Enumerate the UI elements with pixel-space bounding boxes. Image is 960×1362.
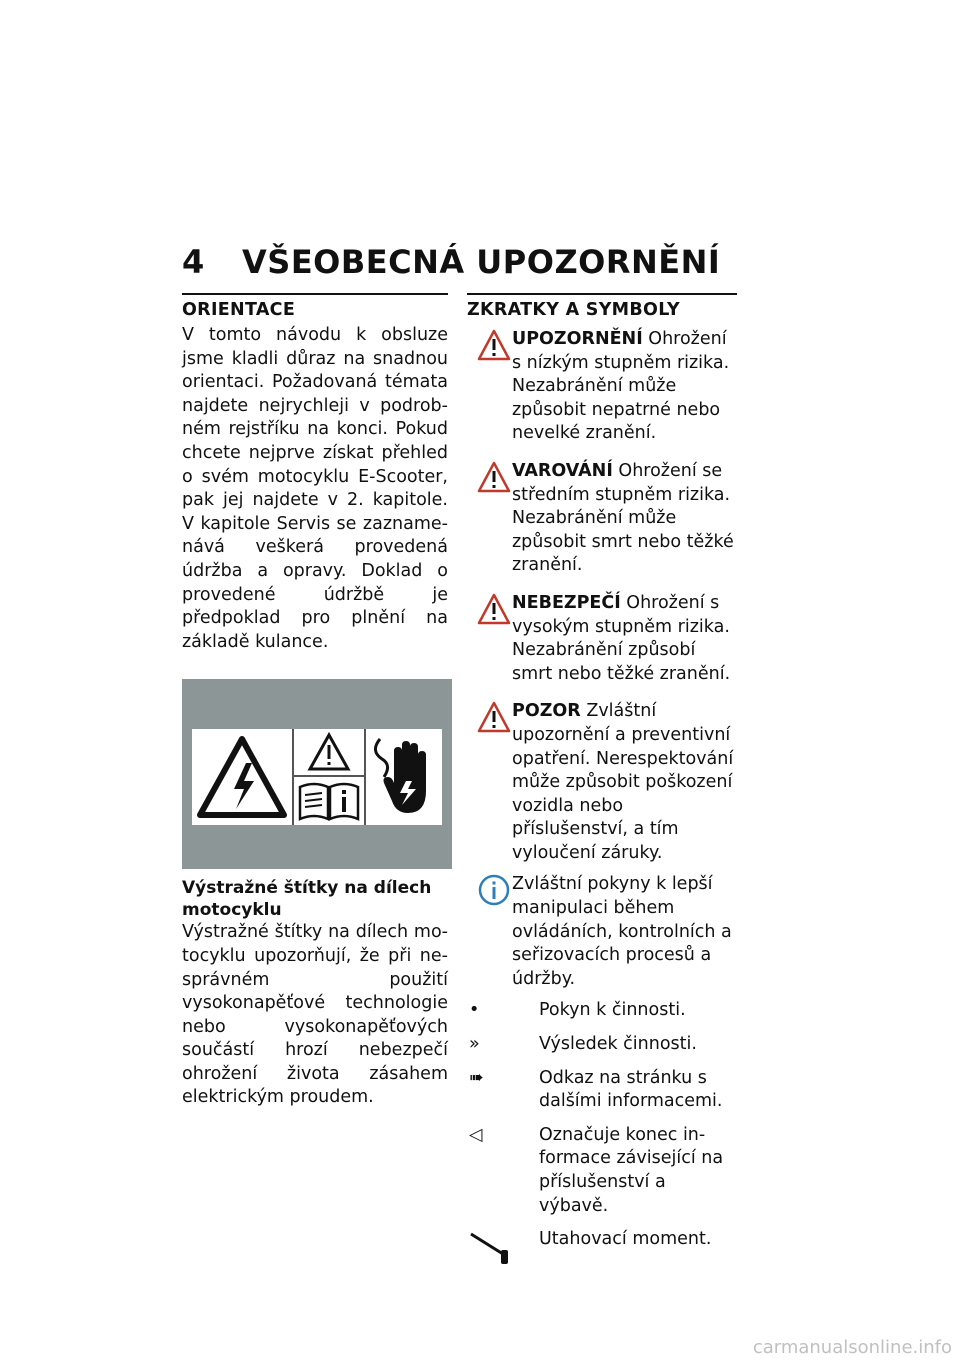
section-heading-orientace: ORIENTACE bbox=[182, 300, 296, 320]
caption-paragraph: Výstražné štítky na dílech motocyklu upozorňují, že při nesprávném použití vysokonapěťové technologie nebo vysokonapěťových součástí hrozí nebezpečí ohrožení života zásahem elektrickým proudem. bbox=[182, 922, 448, 1108]
orientace-paragraph: V tomto návodu k obsluze jsme kladli důraz na snadnou orientaci. Požadovaná témata najdete nejrychleji v podrobném rejstříku na konci. Pokud chcete nejprve získat přehled o svém motocyklu E-Scooter, pak jej najdete v 2. kapitole. V kapitole Servis se zaznamenává veškerá provedená údržba a opravy. Doklad o provedené údržbě je předpoklad pro plnění na základě kulance. bbox=[182, 325, 448, 652]
warning-triangle-icon bbox=[477, 700, 511, 734]
list-item-text: Výsledek činnosti. bbox=[539, 1034, 697, 1055]
book-info-icon bbox=[294, 777, 364, 829]
warning-triangle-icon bbox=[477, 328, 511, 362]
section-heading-symbols: ZKRATKY A SYMBOLY bbox=[467, 300, 680, 320]
shock-hand-icon bbox=[366, 729, 446, 825]
list-item-end-marker bbox=[467, 1124, 737, 1218]
notice-nebezpeci bbox=[467, 592, 737, 686]
warning-label-sticker bbox=[192, 729, 442, 825]
notice-text: Ohrožení s vysokým stupněm rizika. Nezabránění způsobí smrt nebo těžké zranění. bbox=[512, 592, 731, 684]
warning-triangle-icon bbox=[477, 592, 511, 626]
chapter-title bbox=[182, 243, 720, 281]
notice-text: Ohrožení se středním stupněm rizika. Nezabránění může způsobit smrt nebo těžké zranění. bbox=[512, 460, 734, 576]
high-voltage-icon bbox=[192, 729, 294, 825]
read-manual-panel bbox=[294, 729, 366, 825]
list-item-text: Odkaz na stránku s dalšími informacemi. bbox=[539, 1067, 723, 1112]
notice-keyword: UPOZORNĚNÍ bbox=[512, 329, 643, 349]
chapter-number: 4 bbox=[182, 243, 205, 281]
notice-info bbox=[467, 873, 737, 991]
page-reference-icon: ➠ bbox=[469, 1067, 484, 1088]
notice-keyword: VAROVÁNÍ bbox=[512, 460, 613, 481]
list-item-text: Pokyn k činnosti. bbox=[539, 1000, 686, 1021]
list-item-text: Označuje konec informace závisející na příslušenství a výbavě. bbox=[539, 1124, 724, 1216]
left-column bbox=[182, 293, 448, 1110]
list-item-action bbox=[467, 999, 737, 1023]
result-arrow-icon: » bbox=[469, 1034, 480, 1055]
list-item-text: Utahovací moment. bbox=[539, 1229, 712, 1250]
info-icon bbox=[477, 873, 511, 907]
notice-text: Zvláštní upozornění a preventivní opatření. Nerespektování může způsobit poškození vozidla nebo příslušenství, a tím vyloučení záruky. bbox=[512, 701, 734, 863]
right-column bbox=[467, 293, 737, 1276]
notice-text: Ohrožení s nízkým stupněm rizika. Nezabránění může způsobit nepatrné nebo nevelké zranění. bbox=[512, 329, 730, 444]
notice-keyword: POZOR bbox=[512, 701, 581, 722]
notice-keyword: NEBEZPEČÍ bbox=[512, 592, 621, 613]
list-item-result bbox=[467, 1033, 737, 1057]
bullet-icon: • bbox=[469, 1000, 480, 1021]
notice-upozorneni bbox=[467, 328, 737, 446]
warning-triangle-icon bbox=[477, 460, 511, 494]
section-rule bbox=[467, 293, 737, 295]
section-rule bbox=[182, 293, 448, 295]
list-item-reference bbox=[467, 1067, 737, 1114]
small-warning-icon bbox=[294, 729, 364, 777]
caption-heading: Výstražné štítky na dílech motocyklu bbox=[182, 878, 432, 921]
end-marker-icon: ◁ bbox=[469, 1124, 483, 1145]
notice-text: Zvláštní pokyny k lepší manipulaci během ovládáních, kontrolních a seřizovacích procesů a údržby. bbox=[512, 874, 732, 989]
list-item-torque bbox=[467, 1228, 737, 1276]
notice-varovani bbox=[467, 460, 737, 578]
torque-wrench-icon bbox=[467, 1228, 539, 1276]
warning-label-photo bbox=[182, 679, 452, 869]
chapter-name: VŠEOBECNÁ UPOZORNĚNÍ bbox=[242, 243, 721, 281]
watermark: carmanualsonline.info bbox=[752, 1337, 952, 1358]
notice-pozor bbox=[467, 700, 737, 865]
